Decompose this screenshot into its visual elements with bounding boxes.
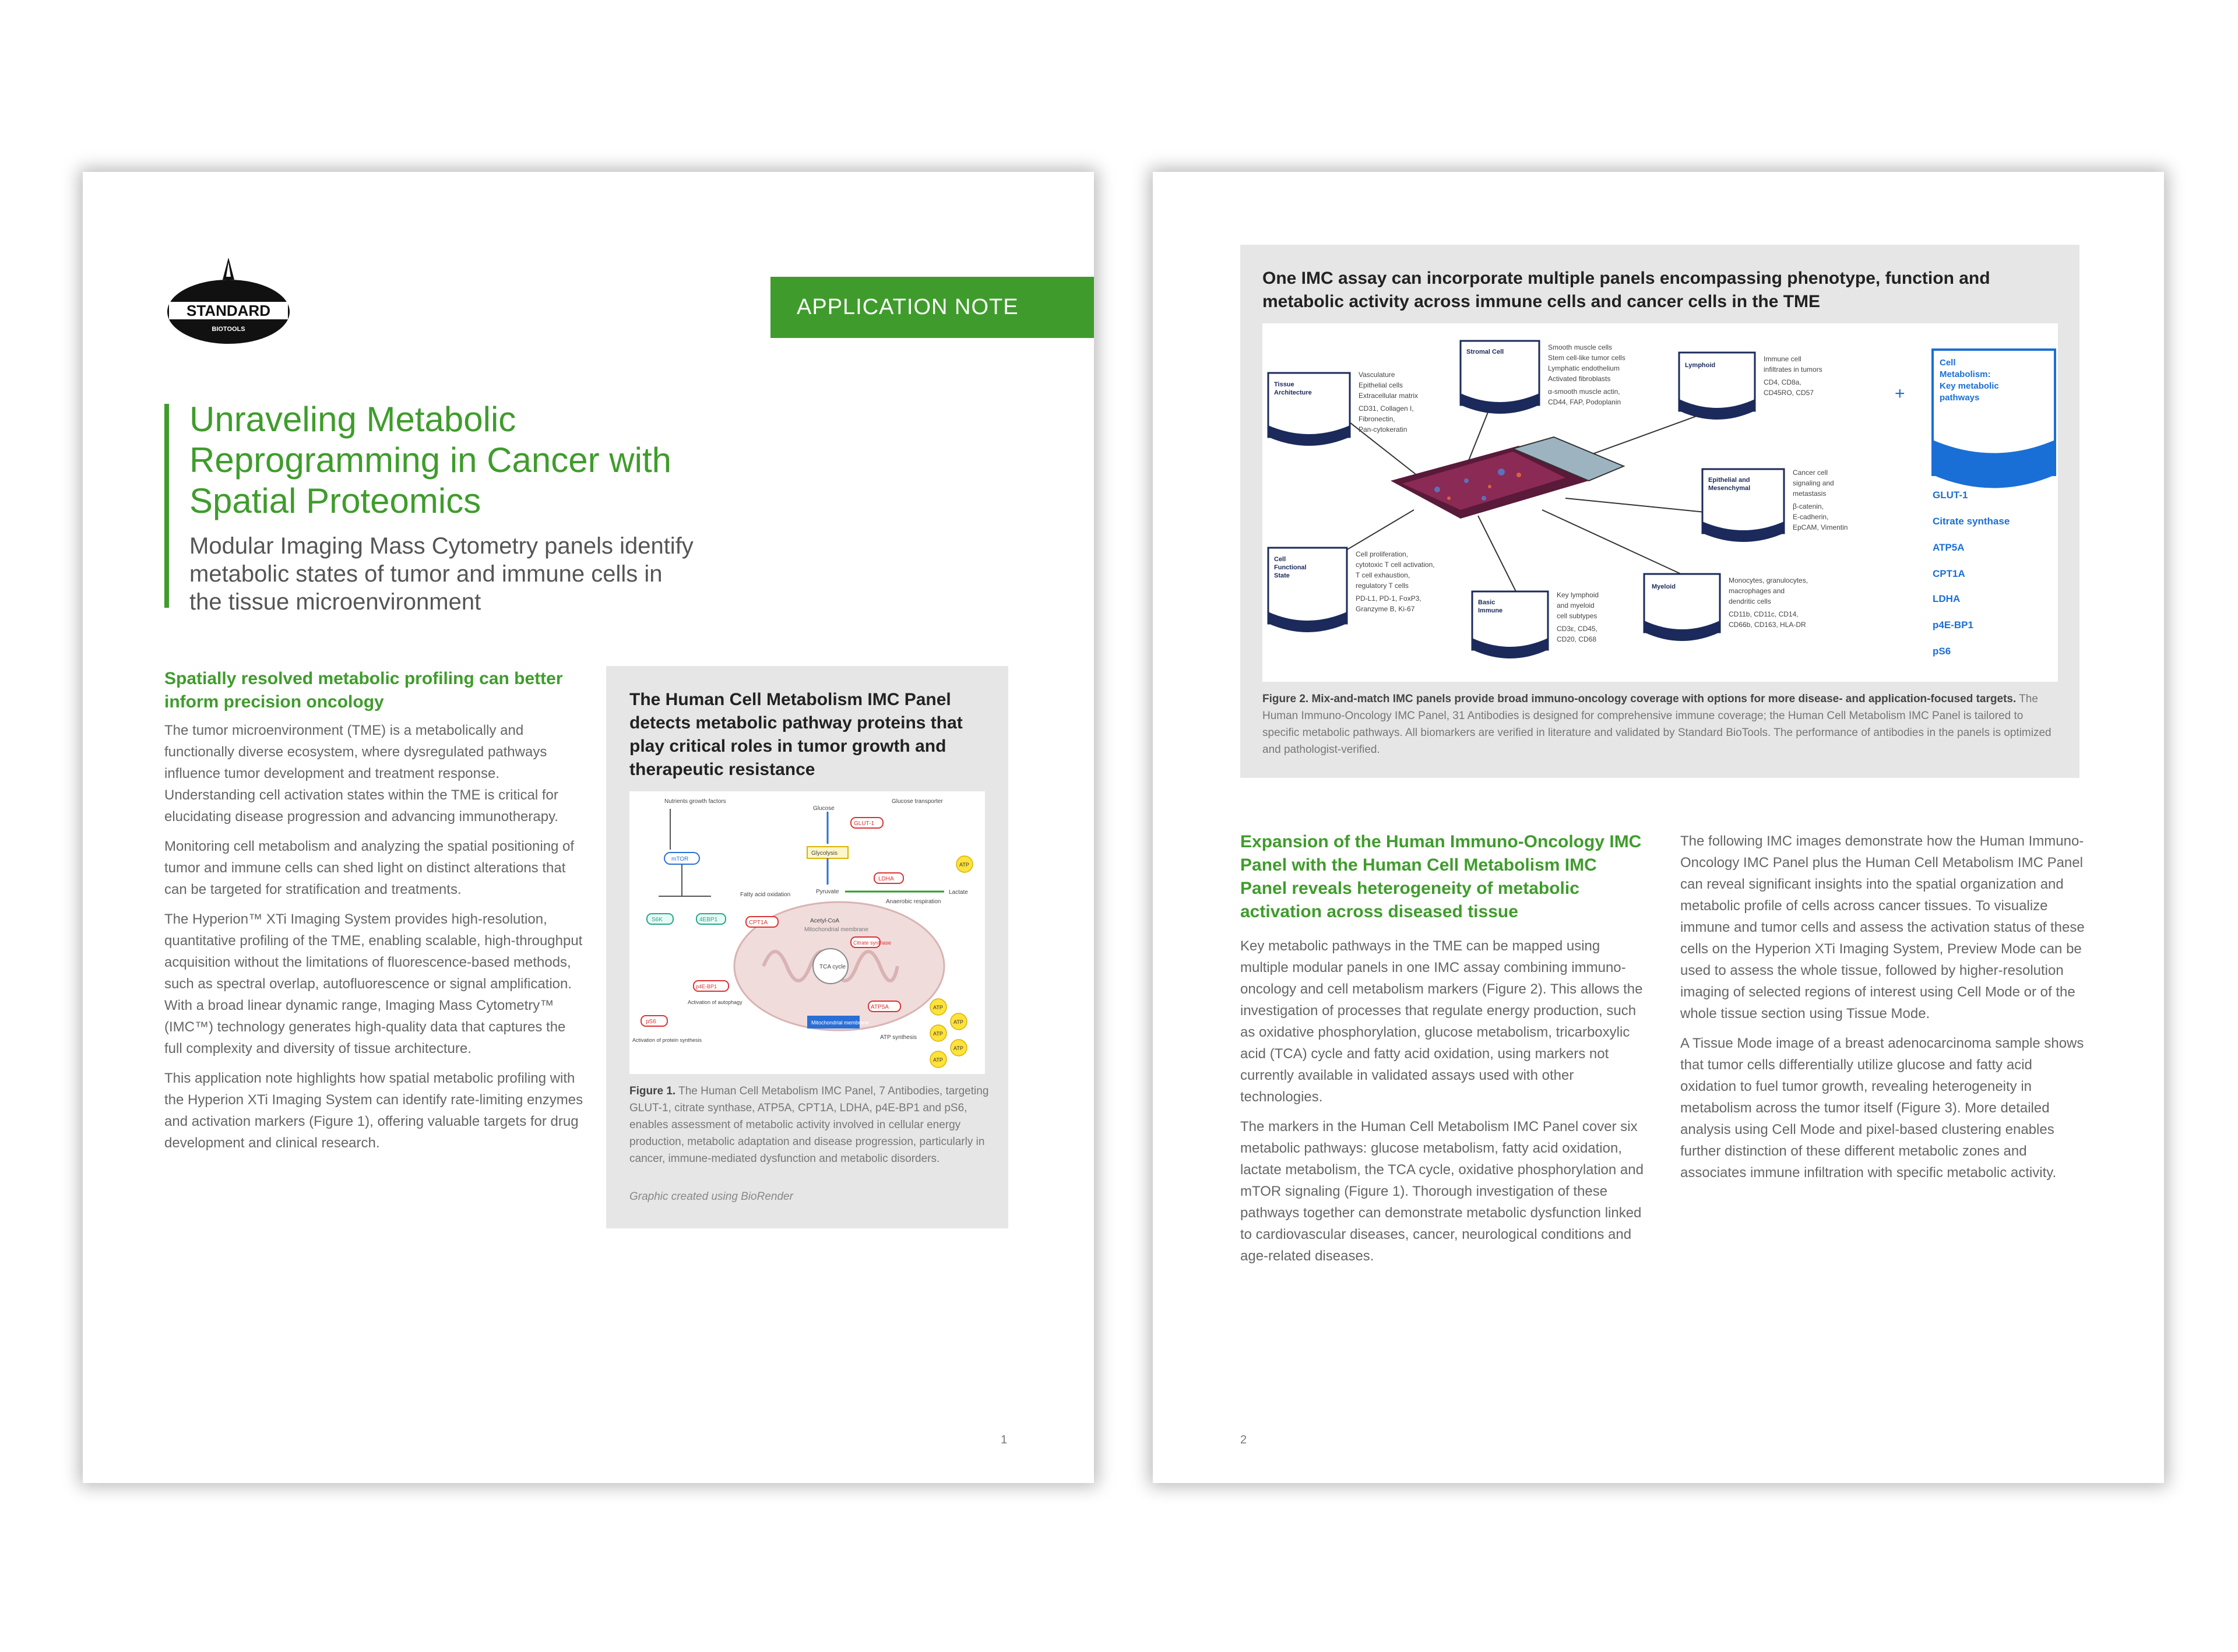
svg-text:and myeloid: and myeloid [1557,601,1595,610]
paragraph: The following IMC images demonstrate how the Human Immuno-Oncology IMC Panel plus the Human Cell Metabolism IMC Panel can reveal significant insights into the spatial organization and metabolic profile of cells across cancer tissues. To visualize immune and tumor cells and assess the activation status of these cells on the Hyperion XTi Imaging System, Preview Mode can be used to assess the whole tissue, followed by higher-resolution imaging of selected regions of interest using Cell Mode or of the whole tissue section using Tissue Mode. [1680,833,2085,1022]
svg-text:infiltrates in tumors: infiltrates in tumors [1764,365,1822,374]
svg-text:Stromal Cell: Stromal Cell [1466,348,1504,355]
svg-text:Architecture: Architecture [1274,389,1312,396]
panel-cell-metabolism [1933,350,2055,488]
svg-text:Cancer cell: Cancer cell [1793,469,1828,477]
svg-text:Citrate synthase: Citrate synthase [1933,516,2010,527]
svg-text:CD45RO, CD57: CD45RO, CD57 [1764,389,1814,397]
svg-text:signaling and: signaling and [1793,479,1834,487]
paragraph: This application note highlights how spatial metabolic profiling with the Hyperion XTi Imaging System can identify rate-limiting enzymes and activation markers (Figure 1), offering valuable targets for drug development and clinical research. [164,1070,583,1151]
svg-text:CD44, FAP, Podoplanin: CD44, FAP, Podoplanin [1548,398,1621,406]
svg-text:β-catenin,: β-catenin, [1793,502,1824,510]
svg-text:PD-L1, PD-1, FoxP3,: PD-L1, PD-1, FoxP3, [1356,594,1421,603]
svg-text:Immune: Immune [1478,607,1503,614]
paragraph: The markers in the Human Cell Metabolism IMC Panel cover six metabolic pathways: glucose metabolism, fatty acid oxidation, lactate metabolism, the TCA cycle, oxidative phosphorylation and mTOR signaling (Figure 1). Thorough investigation of these pathways together can demonstrate metabolic dysfunction linked to cardiovascular diseases, cancer, neurological conditions and age-related diseases. [1240,1119,1644,1264]
svg-text:Lymphoid: Lymphoid [1685,362,1716,369]
svg-text:Myeloid: Myeloid [1652,583,1676,590]
svg-text:Glycolysis: Glycolysis [811,850,838,857]
svg-text:Pan-cytokeratin: Pan-cytokeratin [1359,425,1407,434]
figure-1 [606,666,1008,1228]
svg-text:Tissue: Tissue [1274,381,1294,388]
document-page-1 [83,172,1094,1483]
panel-myeloid [1644,574,1720,641]
svg-text:Cell proliferation,: Cell proliferation, [1356,550,1409,558]
svg-text:Pyruvate: Pyruvate [816,889,839,895]
svg-text:ATP5A: ATP5A [871,1004,889,1010]
svg-text:Key lymphoid: Key lymphoid [1557,591,1599,599]
svg-text:Citrate synthase: Citrate synthase [853,940,892,946]
svg-text:LDHA: LDHA [878,876,894,882]
svg-text:Glucose: Glucose [813,805,835,812]
svg-text:STANDARD: STANDARD [186,302,270,319]
panel-cell-functional-state [1268,548,1347,632]
svg-text:Cell: Cell [1274,556,1286,563]
svg-text:CD66b, CD163, HLA-DR: CD66b, CD163, HLA-DR [1729,621,1806,629]
document-title: Unraveling Metabolic Reprogramming in Cancer with Spatial Proteomics [189,400,671,520]
figure-2 [1240,245,2079,778]
panel-basic-immune [1472,591,1548,658]
svg-text:CPT1A: CPT1A [749,920,768,926]
svg-text:Key metabolic: Key metabolic [1940,381,1999,391]
svg-text:metastasis: metastasis [1793,489,1827,498]
panel-tissue-architecture [1268,373,1350,446]
document-subtitle: Modular Imaging Mass Cytometry panels identify metabolic states of tumor and immune cells in the tissue microenvironment [189,533,694,615]
panel-epithelial-mesenchymal [1702,469,1784,542]
application-note-banner: APPLICATION NOTE [770,277,1094,338]
svg-text:Mitochondrial membrane: Mitochondrial membrane [811,1020,870,1026]
svg-text:mTOR: mTOR [671,856,689,862]
svg-text:ATP: ATP [953,1045,963,1051]
svg-text:CD3ε, CD45,: CD3ε, CD45, [1557,625,1598,633]
svg-text:Anaerobic respiration: Anaerobic respiration [886,899,941,905]
paragraph: A Tissue Mode image of a breast adenocarcinoma sample shows that tumor cells differentially utilize glucose and fatty acid oxidation to fuel tumor growth, revealing heterogeneity in metabolism across the tumor itself (Figure 3). More detailed analysis using Cell Mode and pixel-based clustering enables further distinction of these different metabolic zones and associates immune infiltration with specific metabolic activity. [1680,1035,2084,1181]
svg-text:Monocytes, granulocytes,: Monocytes, granulocytes, [1729,576,1808,584]
imc-panels-diagram [1262,323,2058,682]
right-column [1680,830,2088,1192]
section-heading: Spatially resolved metabolic profiling can better inform precision oncology [164,669,563,711]
title-accent-bar [164,404,169,608]
svg-text:S6K: S6K [652,917,663,923]
svg-text:Metabolism:: Metabolism: [1940,369,1991,379]
svg-text:E-cadherin,: E-cadherin, [1793,513,1829,521]
svg-text:ATP: ATP [933,1031,943,1037]
svg-text:ATP5A: ATP5A [1933,542,1965,553]
svg-text:Extracellular matrix: Extracellular matrix [1359,392,1419,400]
svg-text:Activation of autophagy: Activation of autophagy [688,999,743,1005]
svg-text:Mitochondrial membrane: Mitochondrial membrane [804,927,869,933]
panel-lymphoid [1679,353,1755,420]
svg-text:Acetyl-CoA: Acetyl-CoA [810,918,840,924]
svg-text:ATP: ATP [933,1057,943,1063]
svg-text:Epithelial and: Epithelial and [1708,477,1750,484]
svg-text:p4E-BP1: p4E-BP1 [1933,619,1973,630]
svg-text:CD11b, CD11c, CD14,: CD11b, CD11c, CD14, [1729,610,1799,618]
svg-text:Fibronectin,: Fibronectin, [1359,415,1395,423]
svg-text:Smooth muscle cells: Smooth muscle cells [1548,343,1613,351]
svg-text:+: + [1895,384,1905,403]
svg-text:Basic: Basic [1478,599,1495,606]
paragraph: Monitoring cell metabolism and analyzing the spatial positioning of tumor and immune cells can shed light on distinct alterations that can be targeted for stratification and treatments. [164,839,575,897]
svg-text:regulatory T cells: regulatory T cells [1356,582,1409,590]
svg-text:Cell: Cell [1940,358,1956,368]
svg-text:CD31, Collagen I,: CD31, Collagen I, [1359,404,1414,413]
svg-text:GLUT-1: GLUT-1 [854,820,875,827]
page-number: 2 [1240,1433,1247,1446]
intro-column [164,720,584,1162]
svg-text:CPT1A: CPT1A [1933,568,1965,579]
svg-text:cytotoxic T cell activation,: cytotoxic T cell activation, [1356,561,1435,569]
svg-text:Activated fibroblasts: Activated fibroblasts [1548,375,1611,383]
figure-1-title: The Human Cell Metabolism IMC Panel detects metabolic pathway proteins that play critical roles in tumor growth and therapeutic resistance [629,690,963,779]
svg-text:Lymphatic endothelium: Lymphatic endothelium [1548,364,1620,372]
paragraph: The tumor microenvironment (TME) is a metabolically and functionally diverse ecosystem, where dysregulated pathways influence tumor development and treatment response. Understanding cell activation states within the TME is critical for elucidating disease progression and advancing immunotherapy. [164,723,558,825]
svg-text:ATP: ATP [953,1019,963,1025]
svg-text:CD20, CD68: CD20, CD68 [1557,635,1597,643]
svg-text:LDHA: LDHA [1933,593,1961,604]
paragraph: Key metabolic pathways in the TME can be mapped using multiple modular panels in one IMC assay combining immuno-oncology and cell metabolism markers (Figure 2). This allows the investigation of processes that regulate energy production, such as oxidative phosphorylation, glucose metabolism, tricarboxylic acid (TCA) cycle and fatty acid oxidation, using markers not currently available in validated assays used with other technologies. [1240,938,1643,1105]
svg-text:Vasculature: Vasculature [1359,371,1395,379]
svg-text:ATP: ATP [933,1005,943,1010]
svg-text:macrophages and: macrophages and [1729,587,1785,595]
figure-2-caption: Figure 2. Mix-and-match IMC panels provide broad immuno-oncology coverage with options for more disease- and application-focused targets. The Human Immuno-Oncology IMC Panel, 31 Antibodies is designed for comprehensive immune coverage; the Human Cell Metabolism IMC Panel is tailored to specific metabolic pathways. All biomarkers are verified in literature and validated by Standard BioTools. The performance of antibodies in the panels is optimized and pathologist-verified. [1262,693,2052,756]
svg-text:cell subtypes: cell subtypes [1557,612,1597,620]
svg-text:p4E-BP1: p4E-BP1 [696,984,717,989]
svg-text:EpCAM, Vimentin: EpCAM, Vimentin [1793,523,1848,531]
svg-text:Stem cell-like tumor cells: Stem cell-like tumor cells [1548,354,1625,362]
svg-text:T cell exhaustion,: T cell exhaustion, [1356,571,1410,579]
svg-text:pathways: pathways [1940,393,1980,403]
svg-text:pS6: pS6 [1933,646,1951,657]
svg-text:Functional: Functional [1274,564,1307,571]
left-column [1240,935,1648,1275]
metabolism-pathway-diagram [629,791,985,1074]
svg-text:Glucose transporter: Glucose transporter [892,798,943,805]
figure-1-caption: Figure 1. The Human Cell Metabolism IMC Panel, 7 Antibodies, targeting GLUT-1, citrate synthase, ATP5A, CPT1A, LDHA, p4E-BP1 and pS6, enables assessment of metabolic activity involved in cellular energy production, metabolic adaptation and disease progression, particularly in cancer, immune-mediated dysfunction and metabolic disorders. [629,1085,989,1165]
svg-text:Immune cell: Immune cell [1764,355,1801,363]
panel-stromal-cell [1461,341,1539,414]
svg-text:CD4, CD8a,: CD4, CD8a, [1764,378,1801,386]
svg-text:Mesenchymal: Mesenchymal [1708,485,1751,492]
document-page-2 [1153,172,2164,1483]
svg-text:State: State [1274,572,1290,579]
svg-text:Epithelial cells: Epithelial cells [1359,381,1403,389]
figure-1-credit: Graphic created using BioRender [629,1190,793,1203]
svg-text:ATP: ATP [959,862,969,868]
paragraph: The Hyperion™ XTi Imaging System provides high-resolution, quantitative profiling of the TME, enabling scalable, high-throughput acquisition without the limitations of fluorescence-based methods, such as spectral overlap, autofluorescence or signal amplification. With a broad linear dynamic range, Imaging Mass Cytometry™ (IMC™) technology generates high-quality data that captures the full complexity and diversity of tissue architecture. [164,911,583,1056]
svg-text:BIOTOOLS: BIOTOOLS [212,326,245,333]
svg-text:Lactate: Lactate [949,889,968,896]
section-heading: Expansion of the Human Immuno-Oncology IMC Panel with the Human Cell Metabolism IMC Panel reveals heterogeneity of metabolic activation across diseased tissue [1240,832,1642,921]
svg-text:Fatty acid oxidation: Fatty acid oxidation [740,892,791,898]
svg-text:pS6: pS6 [646,1019,656,1025]
svg-text:TCA cycle: TCA cycle [819,964,846,970]
standard-biotools-logo [164,256,293,350]
svg-text:GLUT-1: GLUT-1 [1933,489,1968,501]
svg-text:dendritic cells: dendritic cells [1729,597,1771,605]
svg-text:α-smooth muscle actin,: α-smooth muscle actin, [1548,388,1620,396]
page-number: 1 [1001,1433,1008,1446]
svg-text:Granzyme B, Ki-67: Granzyme B, Ki-67 [1356,605,1415,613]
svg-text:ATP synthesis: ATP synthesis [880,1034,917,1041]
svg-text:Nutrients growth factors: Nutrients growth factors [664,798,726,805]
svg-text:Activation of protein synthesi: Activation of protein synthesis [632,1037,702,1043]
svg-text:4EBP1: 4EBP1 [699,917,718,923]
figure-2-title: One IMC assay can incorporate multiple panels encompassing phenotype, function and metabolic activity across immune cells and cancer cells in the TME [1262,269,1990,311]
